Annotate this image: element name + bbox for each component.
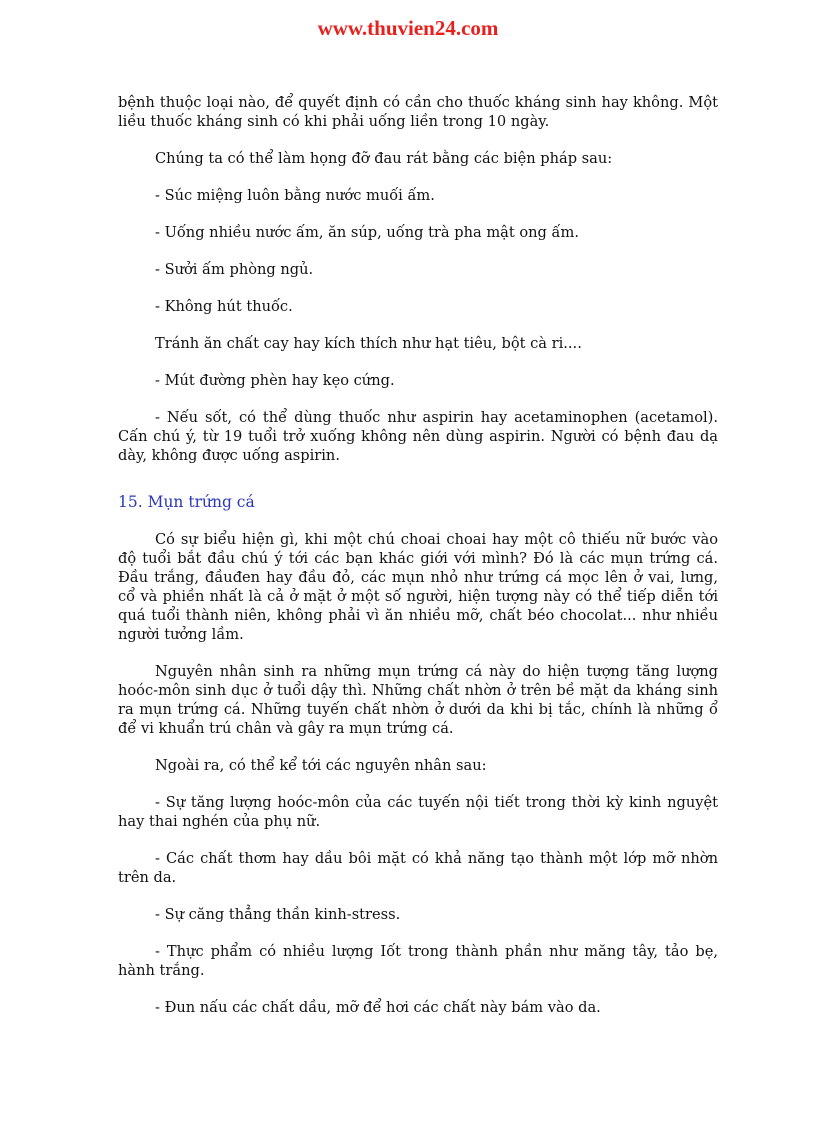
paragraph-continuation: bệnh thuộc loại nào, để quyết định có cần cho thuốc kháng sinh hay không. Một liều thuốc kháng sinh có khi phải uống liền trong 10 ngày. — [118, 94, 718, 130]
list-item: - Thực phẩm có nhiều lượng Iốt trong thành phần như măng tây, tảo bẹ, hành trắng. — [118, 943, 718, 979]
paragraph-remedies-intro: Chúng ta có thể làm họng đỡ đau rát bằng các biện pháp sau: — [155, 150, 613, 167]
section-heading-acne: 15. Mụn trứng cá — [118, 493, 255, 511]
site-url-link[interactable]: www.thuvien24.com — [317, 16, 499, 40]
paragraph-acne-cause: Nguyên nhân sinh ra những mụn trứng cá này do hiện tượng tăng lượng hoóc-môn sinh dục ở tuổi dậy thì. Những chất nhờn ở trên bề mặt da kháng sinh ra mụn trứng cá. Những tuyến chất nhờn ở dưới da khi bị tắc, chính là những ổ để vi khuẩn trú chân và gây ra mụn trứng cá. — [118, 663, 718, 737]
list-item: - Uống nhiều nước ấm, ăn súp, uống trà pha mật ong ấm. — [155, 224, 579, 241]
list-item: - Súc miệng luôn bằng nước muối ấm. — [155, 187, 435, 204]
list-item: - Mút đường phèn hay kẹo cứng. — [155, 372, 395, 389]
list-item: - Các chất thơm hay dầu bôi mặt có khả năng tạo thành một lớp mỡ nhờn trên da. — [118, 850, 718, 886]
list-item: - Sưởi ấm phòng ngủ. — [155, 261, 314, 278]
page-content — [118, 93, 718, 1035]
list-item: - Đun nấu các chất dầu, mỡ để hơi các chất này bám vào da. — [155, 999, 601, 1016]
paragraph-avoid-spicy: Tránh ăn chất cay hay kích thích như hạt tiêu, bột cà ri.... — [155, 335, 582, 352]
list-item: - Không hút thuốc. — [155, 298, 293, 315]
list-item-fever: - Nếu sốt, có thể dùng thuốc như aspirin hay acetaminophen (acetamol). Cấn chú ý, từ 19 tuổi trở xuống không nên dùng aspirin. Người có bệnh đau dạ dày, không được uống aspirin. — [118, 409, 718, 464]
list-item: - Sự tăng lượng hoóc-môn của các tuyến nội tiết trong thời kỳ kinh nguyệt hay thai nghén của phụ nữ. — [118, 794, 718, 830]
list-item: - Sự căng thẳng thần kinh-stress. — [155, 906, 401, 923]
paragraph-acne-intro: Có sự biểu hiện gì, khi một chú choai choai hay một cô thiếu nữ bước vào độ tuổi bắt đầu chú ý tới các bạn khác giới với mình? Đó là các mụn trứng cá. Đầu trắng, đầuđen hay đầu đỏ, các mụn nhỏ như trứng cá mọc lên ở vai, lưng, cổ và phiền nhất là cả ở mặt ở một số người, hiện tượng này có thể tiếp diễn tới quá tuổi thành niên, không phải vì ăn nhiều mỡ, chất béo chocolat... như nhiều người tưởng lầm. — [118, 531, 718, 643]
paragraph-other-causes-intro: Ngoài ra, có thể kể tới các nguyên nhân sau: — [155, 757, 487, 774]
